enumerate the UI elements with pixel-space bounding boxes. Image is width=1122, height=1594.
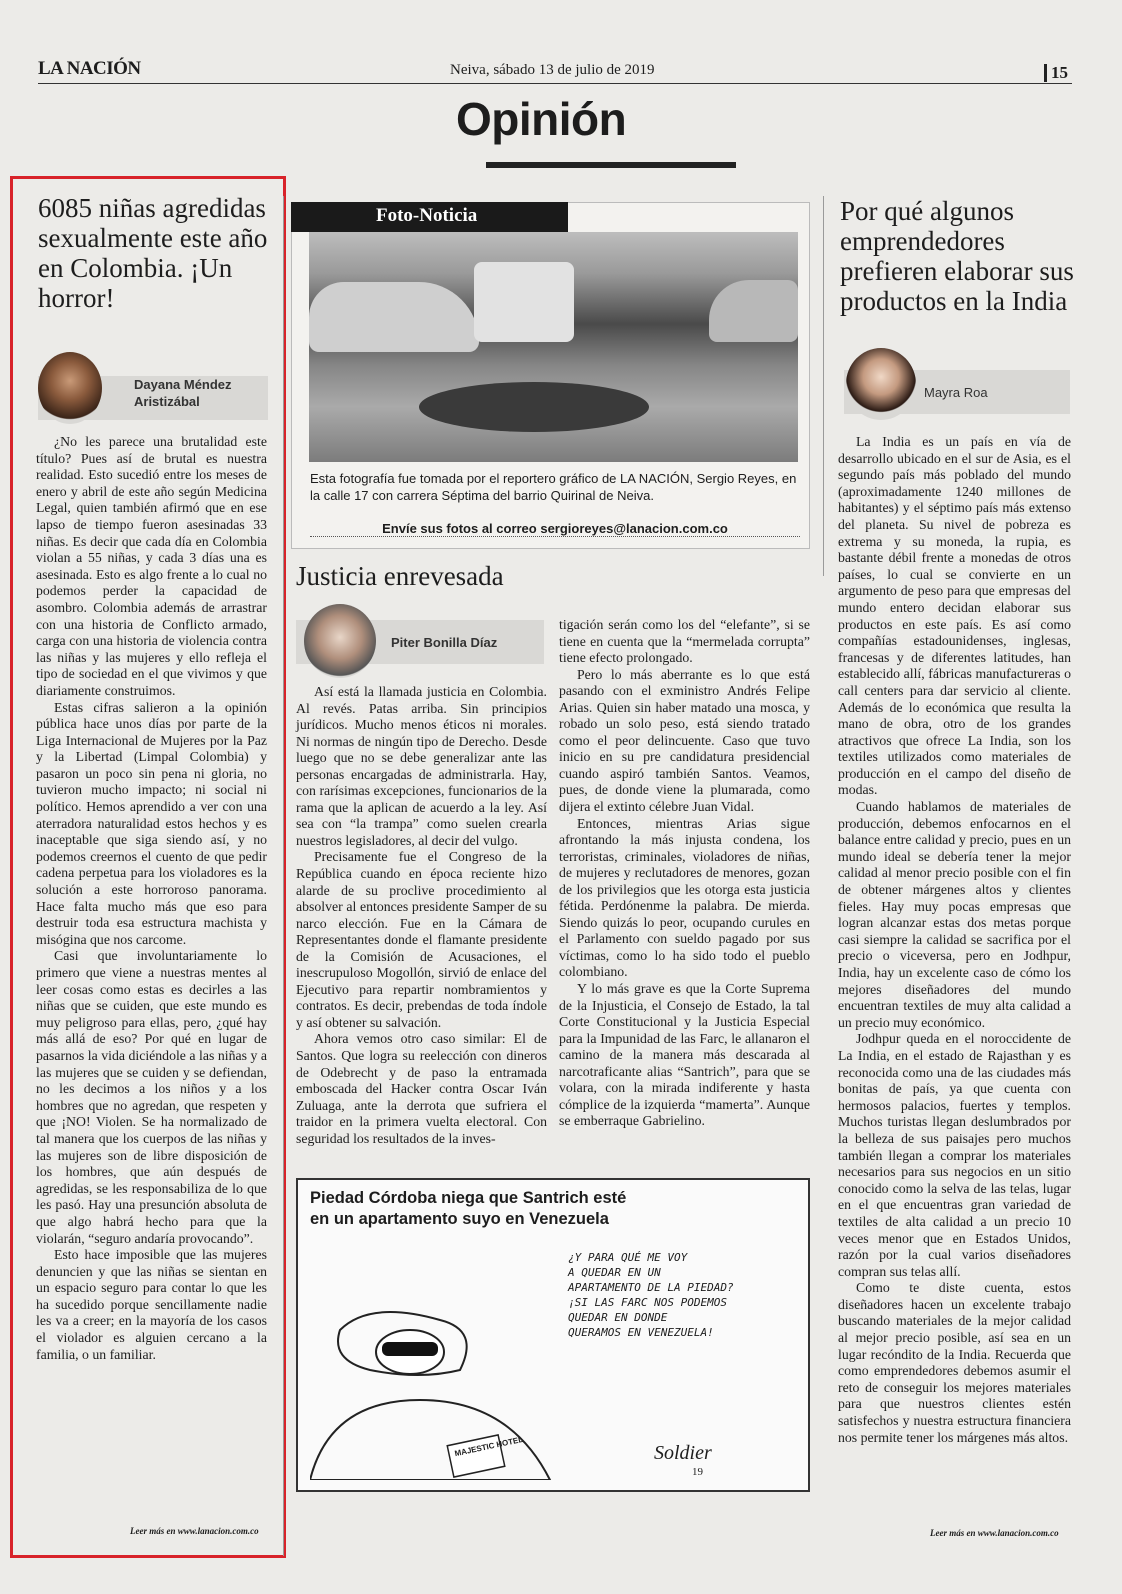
- section-bar: [486, 162, 736, 168]
- cartoon-book-label: MAJESTIC HOTEL: [453, 1434, 524, 1459]
- photo-news-caption: Esta fotografía fue tomada por el reportero gráfico de LA NACIÓN, Sergio Reyes, en la calle 17 con carrera Séptima del barrio Quirinal de Neiva.: [310, 471, 797, 503]
- article2-col2: [559, 617, 810, 1130]
- article1-author-photo: [38, 352, 102, 424]
- speech-line: APARTAMENTO DE LA PIEDAD?: [568, 1281, 734, 1294]
- pothole-shape: [419, 382, 649, 432]
- article1-author-surname: Aristizábal: [134, 394, 200, 409]
- article2-paragraph: Así está la llamada justicia en Colombia. Al revés. Patas arriba. Sin principios jurídicos. Mucho menos éticos ni morales. Ni normas de ningún tipo de Derecho. Desde luego que no se debe generalizar ante las personas encargadas de administrarla. Hay, con rarísimas excepciones, funcionarios de la rama que la aplican de acuerdo a la ley. Así sea con “la trampa” como suelen crearla nuestros legisladores, al decir del vulgo.: [296, 684, 547, 848]
- article3-author-name: Mayra Roa: [924, 385, 988, 400]
- column-divider: [283, 196, 284, 1556]
- dateline: Neiva, sábado 13 de julio de 2019: [450, 62, 655, 78]
- article2-author-photo: [304, 604, 376, 678]
- article2-paragraph: tigación serán como los del “elefante”, si se tiene en cuenta que la “mermelada corrupta” tiene efecto prolongado.: [559, 617, 810, 666]
- speech-line: ¿Y PARA QUÉ ME VOY: [568, 1251, 688, 1264]
- article3-paragraph: Como te diste cuenta, estos diseñadores hacen un excelente trabajo buscando materiales de la mejor calidad al mejor precio posible, así sea en un lugar recóndito de la India. Recuerda que como emprendedores debemos asumir el reto de conseguir los mejores materiales para que nuestros clientes estén satisfechos y nuestra estructura financiera nos permite tener los márgenes más altos.: [838, 1280, 1071, 1445]
- cartoon-title-line1: Piedad Córdoba niega que Santrich esté: [310, 1189, 627, 1207]
- article2-col1: [296, 684, 547, 1147]
- speech-line: A QUEDAR EN UN: [568, 1266, 661, 1279]
- cartoon-title-line2: en un apartamento suyo en Venezuela: [310, 1210, 609, 1228]
- masthead: LA NACIÓN: [38, 58, 141, 79]
- speech-line: QUEDAR EN DONDE: [568, 1311, 668, 1324]
- cartoon-speech: [568, 1250, 788, 1340]
- article3-headline: Por qué algunos emprendedores prefieren elaborar sus productos en la India: [840, 196, 1074, 316]
- article2-headline: Justicia enrevesada: [296, 561, 504, 591]
- speech-line: QUERAMOS EN VENEZUELA!: [568, 1326, 714, 1339]
- van-shape: [474, 262, 574, 342]
- article2-paragraph: Precisamente fue el Congreso de la República cuando en época reciente hizo alarde de su proclive procedimiento al absolver al entonces presidente Samper de su narco elección. Fue en la Cámara de Representantes donde el flamante presidente de la Comisión de Acusaciones, el inescrupuloso Mogollón, sirvió de enlace del Ejecutivo para repartir nombramientos y contratos. Es decir, prebendas de toda índole y así obtener su salvación.: [296, 849, 547, 1030]
- header-rule: [38, 83, 1072, 84]
- article3-paragraph: La India es un país en vía de desarrollo ubicado en el sur de Asia, es el segundo país más poblado del mundo (aproximadamente 1240 millones de habitantes) y el séptimo país más extenso del planeta. Su nivel de pobreza es extrema y su moneda, la rupia, es bastante débil frente a monedas de otros países, lo cual se convierte en un argumento de peso para que empresas del mundo entero decidan elaborar sus productos en este país. Es así como compañías estadounidenses, inglesas, francesas y de diferentes latitudes, han establecido allí, fábricas manufactureras o call centers para dar servicio al cliente. Además de lo económica que resulta la mano de obra, otro de los grandes atractivos que ofrece La India, son los textiles utilizados como materiales de producción en el campo del diseño de modas.: [838, 434, 1071, 798]
- article2-paragraph: Y lo más grave es que la Corte Suprema de la Injusticia, el Consejo de Estado, la tal Corte Constitucional y la Justicia Especial para la Impunidad de las Farc, le allanaron el camino de la manera más descarada al narcotraficante alias “Santrich”, para que se volara, con la mirada indiferente y hasta cómplice de la izquierda “mamerta”. Aunque se emberraque Gabrielino.: [559, 981, 810, 1129]
- article1-paragraph: Estas cifras salieron a la opinión pública hace unos días por parte de la Liga Internacional de Mujeres por la Paz y la Libertad (Limpal Colombia) y pasaron un poco sin pena ni gloria, no tuvieron mucho impacto; ni social ni político. Hemos aprendido a ver con una aterradora naturalidad estos hechos y es inaceptable que siga siendo así, y no podemos creernos el cuento de que pedir cadena perpetua para los violadores es la solución a este horroroso panorama. Hace falta mucho más que eso para destruir toda esa estructura machista y misógina que nos carcome.: [36, 699, 267, 947]
- car-shape: [709, 280, 798, 342]
- article2-author-name: Piter Bonilla Díaz: [391, 635, 498, 650]
- article1-paragraph: Casi que involuntariamente lo primero que viene a nuestras mentes al leer cosas como estas es decirles a las niñas que se cuiden, que este mundo es muy peligroso para ellas, pero, ¿qué hay más allá de eso? Por qué en lugar de pasarnos la vida diciéndole a las niñas y a las mujeres que se cuiden y se defiendan, no les decimos a los niños y a los hombres que no agredan, que respeten y que ¡NO! Violen. Se ha normalizado de tal manera que los cuerpos de las niñas y las mujeres son de libre disposición de los hombres, que aún después de agredidas, se les responsabiliza de lo que les pasó. Hay una presunción absoluta de que algo habrá hecho para que la violarán, “seguro andaría provocando”.: [36, 948, 267, 1246]
- article2-paragraph: Ahora vemos otro caso similar: El de Santos. Que logra su reelección con dineros de Odebrecht y de paso la entramada emboscada del Hacker contra Oscar Iván Zuluaga, ante la derrota que sufriera el traidor en la primera vuelta electoral. Con seguridad los resultados de la inves-: [296, 1031, 547, 1146]
- article2-paragraph: Entonces, mientras Arias sigue afrontando la más injusta condena, los terroristas, criminales, violadores de niñas, de mujeres y reclutadores de menores, gozan de los privilegios que les otorga esta justicia fétida. Perdónenme la palabra. De mierda. Siendo quizás lo peor, ocupando curules en el Parlamento con sueldo pagado por sus víctimas, como lo ha sido todo el pueblo colombiano.: [559, 815, 810, 980]
- speech-line: ¡SI LAS FARC NOS PODEMOS: [568, 1296, 727, 1309]
- article1-read-more: Leer más en www.lanacion.com.co: [130, 1526, 259, 1536]
- article3-body: [838, 434, 1071, 1446]
- article2-paragraph: Pero lo más aberrante es lo que está pasando con el exministro Andrés Felipe Arias. Quien sin haber matado una mosca, y robado un solo peso, está siendo tratado como el peor delincuente. Caso que tuvo inicio en su pre candidatura presidencial cuando aspiró también Santos. Veamos, pues, de donde viene la plumarada, como dijera el extinto célebre Juan Vidal.: [559, 666, 810, 815]
- cartoon-panel: [296, 1178, 810, 1492]
- article3-paragraph: Cuando hablamos de materiales de producción, debemos enfocarnos en el balance entre calidad y precio, pues en un mundo ideal se debería tener la mejor calidad al menor precio posible con el fin de obtener márgenes altos y clientes fieles. Hay muy pocas empresas que logran alcanzar estas dos metas porque casi siempre la calidad se sacrifica por el precio o viceversa, pero en Jodhpur, India, hay un excelente caso de cómo los mejores diseñadores del mundo encuentran textiles de muy alta calidad a un precio muy económico.: [838, 799, 1071, 1030]
- cartoon-drawing: [310, 1290, 570, 1480]
- cartoon-year: 19: [692, 1466, 703, 1478]
- article3-author-photo: [846, 348, 916, 420]
- article3-paragraph: Jodhpur queda en el noroccidente de La India, en el estado de Rajasthan y es reconocida como una de las ciudades más bonitas de país, ya que cuenta con hermosos palacios, fuertes y templos. Muchos turistas llegan deslumbrados por la belleza de sus paisajes pero muchos también llegan a comprar los materiales necesarios para sus negocios en un sitio conocido como la selva de las telas, lugar en el que encuentras gran variedad de textiles de alta calidad a un precio 10 veces menor que en Estados Unidos, razón por la cual varios diseñadores compran sus telas allí.: [838, 1031, 1071, 1279]
- photo-news-label: Foto-Noticia: [376, 205, 478, 226]
- photo-news-image: [309, 232, 798, 462]
- article1-author-name: Dayana Méndez: [134, 377, 232, 392]
- photo-news-send-line: Envíe sus fotos al correo sergioreyes@lanacion.com.co: [310, 521, 800, 537]
- article1-headline: 6085 niñas agredidas sexualmente este año en Colombia. ¡Un horror!: [38, 193, 268, 313]
- article1-body: [36, 434, 267, 1363]
- article1-paragraph: ¿No les parece una brutalidad este título? Pues así de brutal es nuestra realidad. Esto sucedió entre los meses de enero y abril de este año según Medicina Legal, quien también afirmó que en ese lapso de tiempo fueron asesinadas 33 niñas. Es decir que cada día en Colombia violan a 55 niñas, y cada 3 días una es asesinada. Esto es algo frente a lo cual no podemos perder la capacidad de asombro. Colombia además de arrastrar con una historia de Conflicto armado, carga con una historia de violencia contra las niñas y las mujeres y ello refleja el tipo de sociedad en el que vivimos y que diariamente construimos.: [36, 434, 267, 698]
- section-title: Opinión: [456, 93, 627, 145]
- page-number: 15: [1044, 64, 1068, 82]
- cartoon-signature: Soldier: [654, 1442, 712, 1464]
- car-shape: [309, 282, 479, 352]
- article3-read-more: Leer más en www.lanacion.com.co: [930, 1528, 1059, 1538]
- column-divider: [823, 196, 824, 576]
- article1-paragraph: Esto hace imposible que las mujeres denuncien y que las niñas se sientan en un espacio seguro para contar lo que les ha sucedido porque sencillamente nadie les va a creer; en la mayoría de los casos el violador es alguien cercano a la familia, o un familiar.: [36, 1247, 267, 1362]
